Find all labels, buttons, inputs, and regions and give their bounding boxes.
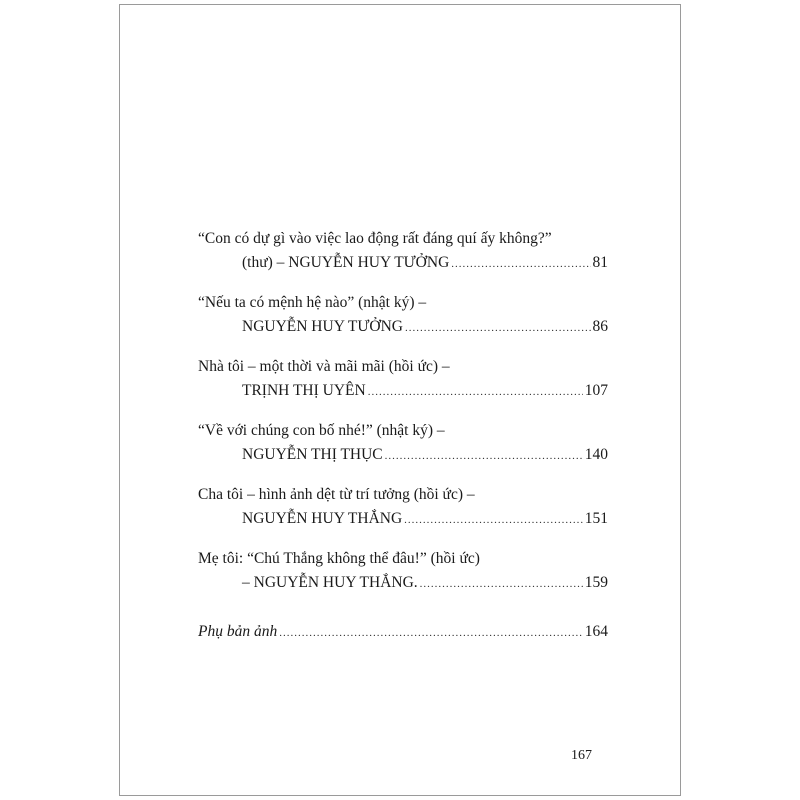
dot-leader — [368, 380, 583, 404]
dot-leader — [420, 572, 583, 596]
toc-entry-author-line — [198, 443, 608, 468]
toc-entry-author-line — [198, 379, 608, 404]
toc-page-number: 159 — [584, 574, 608, 591]
toc-entry-single-line — [198, 620, 608, 645]
toc-page-number: 151 — [584, 510, 608, 527]
toc-entry-title — [198, 419, 608, 443]
toc-entry-title — [198, 355, 608, 379]
dot-leader — [451, 252, 590, 276]
toc-title-text: Mẹ tôi: “Chú Thắng không thể đâu!” (hồi ức) — [198, 550, 480, 567]
toc-page-number: 81 — [592, 254, 608, 271]
toc-author-text: – NGUYỄN HUY THẮNG. — [242, 574, 418, 591]
toc-entry — [198, 483, 608, 532]
toc-entry — [198, 227, 608, 276]
toc-entry-title — [198, 547, 608, 571]
toc-title-text: “Con có dự gì vào việc lao động rất đáng quí ấy không?” — [198, 230, 552, 247]
dot-leader — [405, 316, 591, 340]
toc-entry-title — [198, 291, 608, 315]
toc-entry-author-line — [198, 315, 608, 340]
book-page — [119, 4, 681, 796]
toc-entry — [198, 419, 608, 468]
toc-title-text: Nhà tôi – một thời và mãi mãi (hồi ức) – — [198, 358, 450, 375]
toc-entry-author-line — [198, 251, 608, 276]
toc-title-text: Cha tôi – hình ảnh dệt từ trí tưởng (hồi ức) – — [198, 486, 475, 503]
toc-title-text: “Nếu ta có mệnh hệ nào” (nhật ký) – — [198, 294, 427, 311]
toc-author-text: NGUYỄN HUY THẮNG — [242, 510, 403, 527]
toc-entry — [198, 355, 608, 404]
toc-author-text: (thư) – NGUYỄN HUY TƯỞNG — [242, 254, 450, 271]
toc-page-number: 86 — [592, 318, 608, 335]
toc-entry-title — [198, 227, 608, 251]
toc-author-text: NGUYỄN THỊ THỤC — [242, 446, 383, 463]
dot-leader — [279, 621, 583, 645]
page-folio-number: 167 — [571, 748, 592, 763]
dot-leader — [385, 444, 583, 468]
toc-entry-author-line — [198, 507, 608, 532]
dot-leader — [404, 508, 583, 532]
toc-entry — [198, 547, 608, 596]
toc-entry — [198, 291, 608, 340]
toc-page-number: 164 — [584, 623, 608, 640]
toc-author-text: TRỊNH THỊ UYÊN — [242, 382, 366, 399]
toc-title-text: “Về với chúng con bố nhé!” (nhật ký) – — [198, 422, 445, 439]
toc-author-text: NGUYỄN HUY TƯỞNG — [242, 318, 403, 335]
toc-page-number: 107 — [584, 382, 608, 399]
toc-page-number: 140 — [584, 446, 608, 463]
toc-title-text: Phụ bản ảnh — [198, 623, 278, 640]
table-of-contents — [198, 227, 608, 660]
toc-entry-title — [198, 483, 608, 507]
toc-entry — [198, 620, 608, 645]
toc-entry-author-line — [198, 571, 608, 596]
